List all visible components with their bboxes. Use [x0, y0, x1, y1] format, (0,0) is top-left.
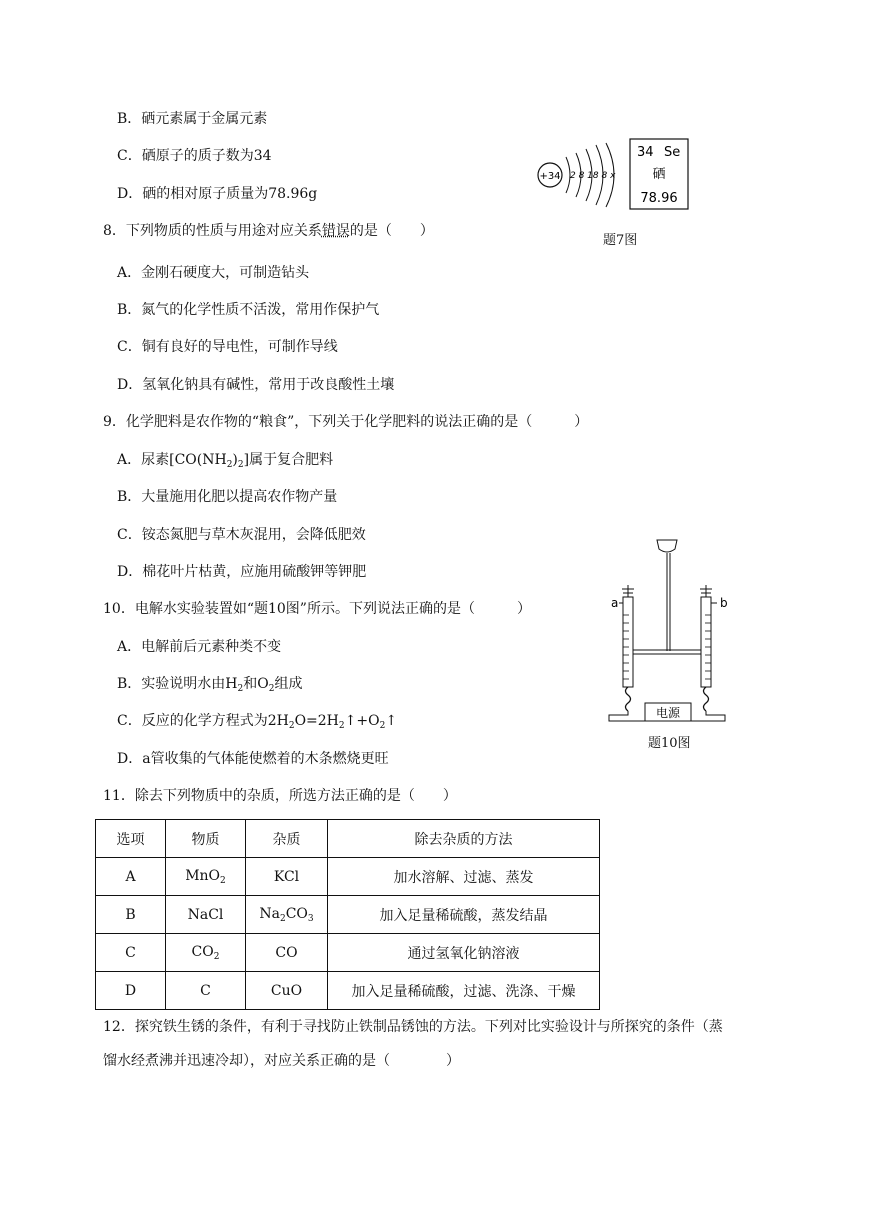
cell-number: 34	[637, 145, 654, 160]
table-header: 除去杂质的方法	[328, 820, 600, 858]
figure7-caption: 题7图	[603, 233, 638, 248]
q10-option-b: B．实验说明水由$H_2$和$O_2$组成	[117, 676, 303, 694]
q10-option-d: D．a管收集的气体能使燃着的木条燃烧更旺	[117, 751, 389, 767]
figure10-caption: 题10图	[648, 736, 691, 751]
q8-option-a: A．金刚石硬度大，可制造钻头	[117, 265, 310, 281]
table-header: 杂质	[246, 820, 328, 858]
tube-b-label: b	[720, 596, 728, 610]
q8-emphasis: 错误	[321, 223, 350, 239]
q9-option-b: B．大量施用化肥以提高农作物产量	[117, 489, 338, 505]
power-source-label: 电源	[655, 706, 681, 720]
table-row: C $CO_2$ CO 通过氢氧化钠溶液	[96, 934, 600, 972]
table-header: 物质	[166, 820, 246, 858]
q10-stem: 10．电解水实验装置如“题10图”所示。下列说法正确的是（ ）	[103, 601, 531, 617]
atom-shells: 2 8 18 8 x	[570, 171, 616, 181]
q10-option-a: A．电解前后元素种类不变	[117, 639, 282, 655]
electrolysis-figure	[605, 535, 750, 725]
table-header: 选项	[96, 820, 166, 858]
atom-nucleus: +34	[539, 171, 561, 182]
q9-option-a: A．尿素$[CO(NH_2)_2]$属于复合肥料	[117, 452, 334, 470]
q11-table	[95, 819, 600, 1010]
q9-option-c: C．铵态氮肥与草木灰混用，会降低肥效	[117, 527, 366, 543]
cell-symbol: Se	[664, 145, 681, 160]
q9-option-d: D．棉花叶片枯黄，应施用硫酸钾等钾肥	[117, 564, 367, 580]
cell-mass: 78.96	[640, 191, 678, 206]
q7-option-c: C．硒原子的质子数为34	[117, 148, 272, 164]
table-row: D C CuO 加入足量稀硫酸，过滤、洗涤、干燥	[96, 972, 600, 1010]
cell-name: 硒	[652, 167, 666, 182]
q8-option-d: D．氢氧化钠具有碱性，常用于改良酸性土壤	[117, 377, 395, 393]
q7-option-d: D．硒的相对原子质量为78.96g	[117, 186, 318, 202]
q9-stem: 9．化学肥料是农作物的“粮食”，下列关于化学肥料的说法正确的是（ ）	[103, 414, 589, 430]
q11-stem: 11．除去下列物质中的杂质，所选方法正确的是（ ）	[103, 788, 457, 804]
q12-stem-line1: 12．探究铁生锈的条件，有利于寻找防止铁制品锈蚀的方法。下列对比实验设计与所探究的条件（蒸	[103, 1019, 723, 1035]
table-row: B NaCl $Na_2CO_3$ 加入足量稀硫酸，蒸发结晶	[96, 896, 600, 934]
table-row: A MnO$_2$ KCl 加水溶解、过滤、蒸发	[96, 858, 600, 896]
q7-option-b: B．硒元素属于金属元素	[117, 111, 268, 127]
q10-option-c: C．反应的化学方程式为$2H_2O=2H_2↑+O_2↑$	[117, 713, 398, 731]
tube-a-label: a	[611, 596, 619, 610]
q8-option-c: C．铜有良好的导电性，可制作导线	[117, 339, 338, 355]
q12-stem-line2: 馏水经煮沸并迅速冷却），对应关系正确的是（ ）	[103, 1053, 460, 1069]
table-header-row	[96, 820, 600, 858]
q8-stem: 8．下列物质的性质与用途对应关系错误的是（ ）	[103, 223, 434, 239]
q8-option-b: B．氮气的化学性质不活泼，常用作保护气	[117, 302, 380, 318]
